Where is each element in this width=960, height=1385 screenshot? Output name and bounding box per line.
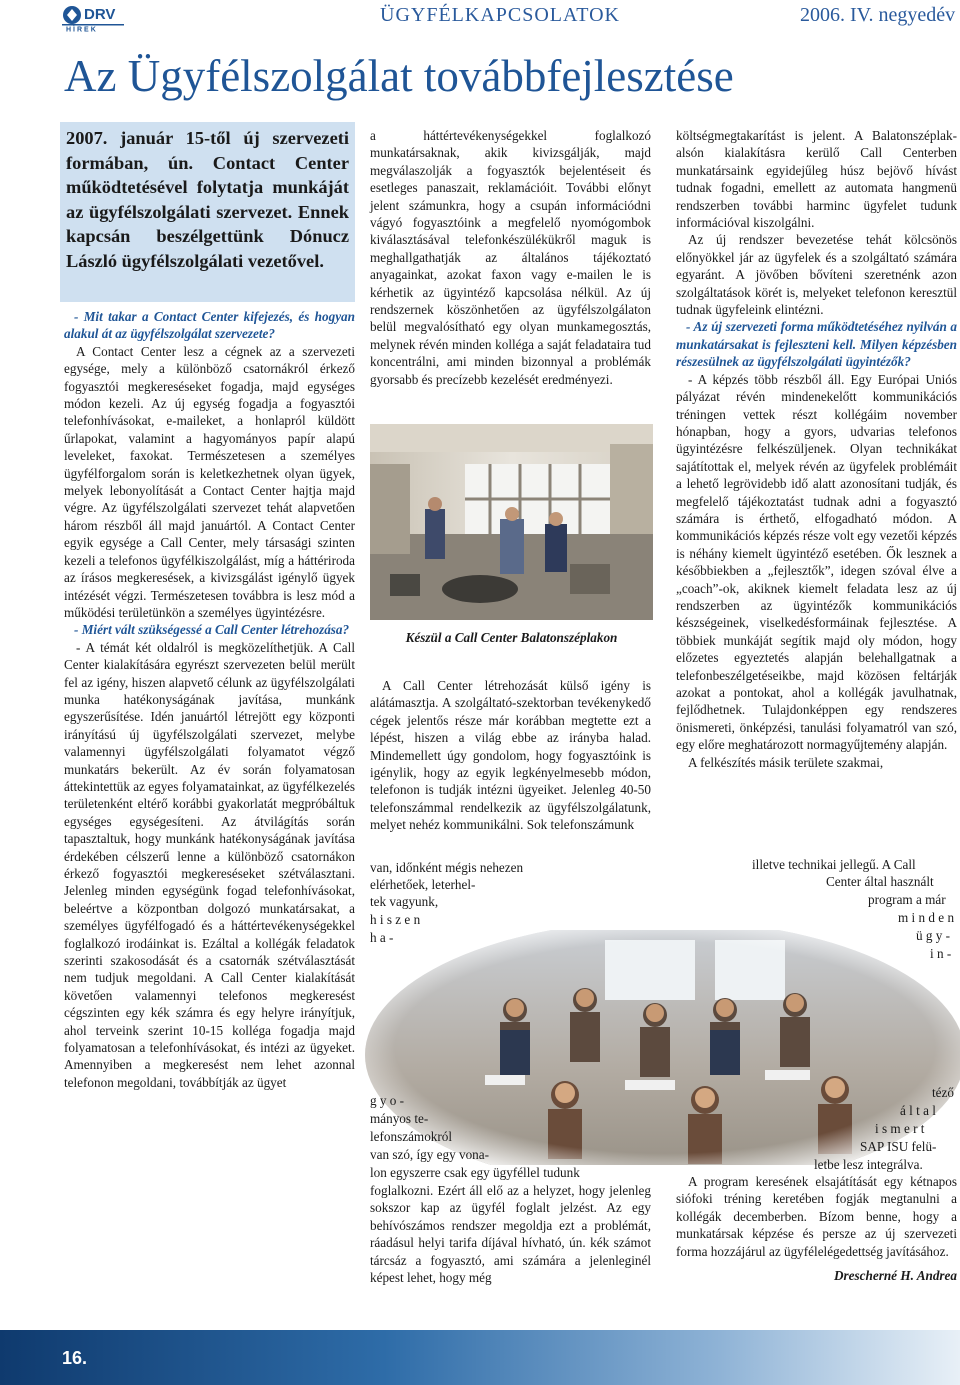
paragraph: A Contact Center lesz a cégnek az a szervezeti egysége, mely a különböző csatornákról érkező fogyasztói megkereséseket fogadja, majd egységes módon kezeli. Az új egység fogadja a fogyasztói telefonhívásokat, e-maileket, a honlapról küldött űrlapokat, valamint a hagyományos papír alapú leveleket, faxokat. Természetesen a személyes ügyfélforgalom során is keletkezhetnek olyan ügyek, melyek lebonyolítását a Contact Center hajtja majd végre. Az ügyfélszolgálati szervezet tehát alapvetően három részből áll majd januártól. A Contact Center egyik egysége a Call Center, mely társasági szinten kezeli a telefonos ügyfélkiszolgálást, míg a háttériroda az írásos megkeresések, a kivizsgálást igénylő ügyek intézését végzi. Természetesen továbbra is lesz mód a működési területünkön a személyes ügyintézésre. <box>64 343 355 620</box>
wrap-line: á l t a l <box>900 1103 936 1118</box>
paragraph: foglalkozni. Ezért áll elő az a helyzet, hogy jelenleg sokszor kap az ügyfél foglalt jelzést. Az egy behívószámos rendszer megoldja ezt a problémát, ráadásul helyi tarifa díjával hívható, ún. kék számot tárcsáz a fogyasztó, ami számára a jelenleginél képest lehet, hogy még <box>370 1183 651 1286</box>
wrap-line: elérhetőek, leterhel- <box>370 877 476 892</box>
wrap-line: Center által használt <box>826 874 934 889</box>
wrap-line: h a - <box>370 930 394 945</box>
issue-date: 2006. IV. negyedév <box>800 4 956 26</box>
wrap-line: program a már <box>868 892 946 907</box>
wrap-line: i n - <box>930 946 952 961</box>
column-3 <box>676 127 957 771</box>
section-label: ÜGYFÉLKAPCSOLATOK <box>380 4 620 26</box>
footer-band <box>0 1330 960 1385</box>
column-1 <box>64 308 355 1091</box>
paragraph: - A témát két oldalról is megközelíthetjük. A Call Center kialakítására egyrészt szervezeten belül merült fel az igény, hiszen alapvető célunk az ügyfélszolgálati munka hatékonyságának javítása, munkánk egyszerűsítése. Idén januártól létrejött egy központi irányítású új ügyfélszolgálati szervezet, melybe valamennyi ügyfélszolgálati folyamatot végző munkatárs bekerült. Az év során folyamatosan áttekintettük az egyes folyamatainkat, az ügyfélkezelés területenként eltérő korábbi gyakorlatát megpróbáltuk egységes egységesíteni. Az átvilágítás során tapasztaltuk, hogy munkánk hatékonyságának javítása érdekében célszerű lenne a különböző csatornákon érkező fogyasztói megkereséseket szétválasztani. Jelenleg minden egységünk fogad telefonhívásokat, beleértve a központban dolgozó munkatársakat, a személyes ügyfélfogadó és a háttértevékenységekkel foglalkozó irodáinkat is. Ezáltal a kollégák feladatok szerinti szakosodását és a csatornák szétválasztását nem tudjuk megoldani. A Call Center kialakítását követően valamennyi telefonos megkeresést cégszinten egy kék számra és egy helyre irányítjuk, ahol terveink szerint 10-15 kolléga fogadja majd folyamatosan a telefonhívásokat, és intézi az ügyeket. Amennyiben a megkeresést nem lehet azonnal telefonon megoldani, továbbítják az ügyet <box>64 639 355 1090</box>
wrap-line: mányos te- <box>370 1111 429 1126</box>
wrap-line: van, időnként mégis nehezen <box>370 860 524 875</box>
paragraph: A felkészítés másik területe szakmai, <box>688 754 884 770</box>
column-2 <box>370 127 651 388</box>
column-2-continued <box>370 677 651 834</box>
column-3-end <box>676 1173 957 1260</box>
drv-logo <box>62 4 124 32</box>
paragraph: - A képzés több részből áll. Egy Európai Uniós pályázat révén mindenekelőtt kommunikációs tréningen vettek részt kollégáim november hónapban, hogy a gyors, udvarias telefonos ügyintézésre felkészüljenek. Olyan technikákat sajátítottak el, melyek révén az ügyfelek problémáit a lehető legrövidebb idő alatt azonosítani tudják, és megfelelő tájékoztatást tudnak adni a fogyasztó számára is érthető, elfogadható módon. A kommunikációs képzés része volt egy vezetői képzés is néhány kiemelt ügyintéző esetében. Ők lesznek a későbbiekben a „fejlesztők”, idegen szóval élve a „coach”-ok, akiknek kiemelt feladata lesz az új rendszerben az ügyintézők kommunikációs készségeinek, viselkedésformáinak fejlesztése. A többiek munkáját segítik majd oly módon, hogy előzetes egyeztetés alapján belehallgatnak a telefonbeszélgetéseikbe, majd közösen feltárják azokat a pontokat, ahol a kollégák javulhatnak, fejlődhetnek. Tulajdonképpen egy rendszeres önismereti, önképzési, tanulási folyamatról van szó, egy előre meghatározott normagyűjtemény alapján. <box>676 371 957 753</box>
lead-box: 2007. január 15-től új szervezeti formában, ún. Contact Center működtetésével folytatja munkáját az ügyfélszolgálati szervezet. Ennek kapcsán beszélgettünk Dónucz László ügyfélszolgálati vezetővel. <box>60 122 355 302</box>
wrap-line: h i s z e n <box>370 912 421 927</box>
wrap-line: ü g y - <box>916 928 951 943</box>
author-signature: Drescherné H. Andrea <box>834 1268 957 1283</box>
wrap-line: i s m e r t <box>875 1121 925 1136</box>
paragraph: költségmegtakarítást is jelent. A Balatonszéplak-alsón kialakításra kerülő Call Centerben munkatársaink egyidejűleg húsz bejövő hívást tudnak fogadni, emellett az automata hangmenü rendszerben további harminc ügyfelet tudunk információval kiszolgálni. <box>676 128 957 231</box>
wrap-line: illetve technikai jellegű. A Call <box>752 857 916 872</box>
question: - Az új szervezeti forma működtetéséhez nyilván a munkatársakat is fejleszteni kell. Milyen képzésben részesülnek az ügyfélszolgálati ügyintézők? <box>676 319 957 370</box>
paragraph: a háttértevékenységekkel foglalkozó munkatársaknak, akik kivizsgálják, majd megválaszolják a fogyasztók bejelentéseit és esetleges panaszait, reklamációit. További előnyt jelent számunkra, hogy a csupán információdni vágyó fogyasztóink a megfelelő nyomógombok kiválasztásával telefonkészülékükről maguk is meghallgathatják az általános tájékoztató anyagainkat, azokat faxon vagy e-mailen le is kérhetik az ügyintéző kapcsolása nélkül. Az új rendszernek köszönhetően az ügyfélszolgálaton belül megvalósítható egy olyan munkamegosztás, melynek révén minden kolléga a saját feladataira tud koncentrálni, ami minden bizonnyal a problémák gyorsabb és precízebb kezelését eredményezi. <box>370 128 651 387</box>
page-number: 16. <box>62 1348 88 1368</box>
paragraph: A Call Center létrehozását külső igény is alátámasztja. A szolgáltató-szektorban tevékenykedő cégek jelentős része már korábban megtette ezt a lépést, hiszen a világ ebbe az irányba halad. Mindemellett úgy gondolom, hogy fogyasztóink is igénylik, hogy az egyik legkényelmesebb módon, telefonon is tudják intézni ügyeiket. Jelenleg 40-50 telefonszámmal rendelkezik az ügyfélszolgálatunk, melyet nehéz kommunikálni. Sok telefonszámunk <box>370 678 651 833</box>
svg-text:HÍREK: HÍREK <box>66 26 98 32</box>
construction-photo <box>370 424 653 620</box>
wrap-line: tek vagyunk, <box>370 894 439 909</box>
wrap-line: m i n d e n <box>898 910 955 925</box>
column-2-end <box>370 1182 651 1286</box>
wrap-line: van szó, így egy vona- <box>370 1147 490 1162</box>
wrap-line: lon egyszerre csak egy ügyféllel tudunk <box>370 1165 580 1180</box>
question: - Miért vált szükségessé a Call Center létrehozása? <box>74 622 350 638</box>
paragraph: A program keresének elsajátítását egy kétnapos siófoki tréning keretében fogják megtanulni a kollégák decemberben. Bízom benne, hogy a munkatársak képzése és persze az új szervezeti forma hozzájárul az ügyfélelégedettség javításához. <box>676 1174 957 1259</box>
training-photo <box>365 930 960 1165</box>
wrap-line: g y o - <box>370 1093 405 1108</box>
paragraph: Az új rendszer bevezetése tehát kölcsönös előnyökkel jár az ügyfelek és a szolgáltató számára egyaránt. A jövőben bővíteni szeretnénk azon szolgáltatások körét is, melyeket telefonon keresztül tudnak ügyfeleink elintézni. <box>676 232 957 318</box>
wrap-line: letbe lesz integrálva. <box>814 1157 923 1172</box>
photo-caption: Készül a Call Center Balatonszéplakon <box>405 630 618 645</box>
wrap-line: téző <box>932 1085 954 1100</box>
question: - Mit takar a Contact Center kifejezés, és hogyan alakul át az ügyfélszolgálat szervezete? <box>64 309 355 342</box>
wrap-line: SAP ISU felü- <box>860 1139 937 1154</box>
svg-text:DRV: DRV <box>84 6 116 23</box>
article-title: Az Ügyfélszolgálat továbbfejlesztése <box>64 51 734 101</box>
wrap-line: lefonszámokról <box>370 1129 453 1144</box>
